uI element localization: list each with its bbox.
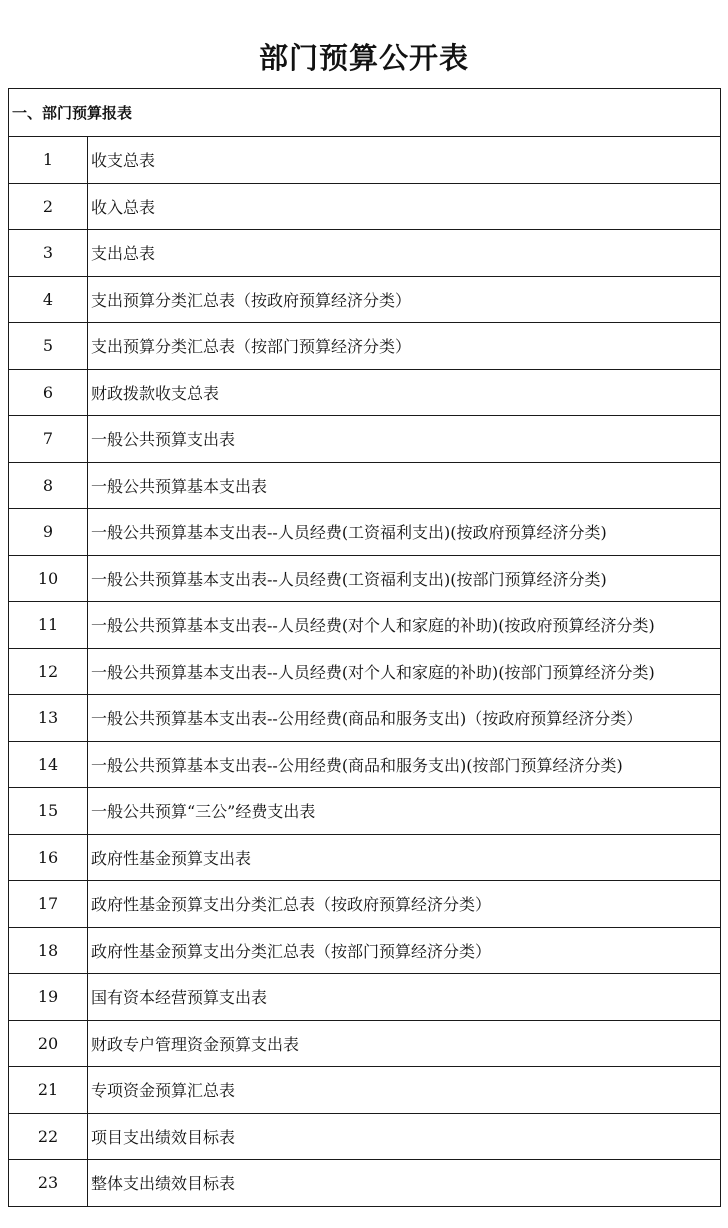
table-row [9, 834, 721, 881]
report-name: 一般公共预算基本支出表--公用经费(商品和服务支出)(按部门预算经济分类) [88, 741, 721, 788]
report-name: 政府性基金预算支出分类汇总表（按部门预算经济分类） [88, 927, 721, 974]
row-number: 4 [9, 276, 88, 323]
row-number: 2 [9, 183, 88, 230]
table-row [9, 1020, 721, 1067]
report-name: 支出预算分类汇总表（按政府预算经济分类） [88, 276, 721, 323]
section-header-row [9, 89, 721, 137]
report-name: 收支总表 [88, 137, 721, 184]
report-name: 整体支出绩效目标表 [88, 1160, 721, 1207]
report-name: 一般公共预算基本支出表--人员经费(对个人和家庭的补助)(按部门预算经济分类) [88, 648, 721, 695]
row-number: 21 [9, 1067, 88, 1114]
row-number: 8 [9, 462, 88, 509]
row-number: 6 [9, 369, 88, 416]
row-number: 19 [9, 974, 88, 1021]
table-row [9, 648, 721, 695]
report-name: 项目支出绩效目标表 [88, 1113, 721, 1160]
row-number: 1 [9, 137, 88, 184]
row-number: 16 [9, 834, 88, 881]
table-row [9, 276, 721, 323]
report-name: 收入总表 [88, 183, 721, 230]
row-number: 3 [9, 230, 88, 277]
report-name: 支出预算分类汇总表（按部门预算经济分类） [88, 323, 721, 370]
page-title: 部门预算公开表 [258, 41, 469, 75]
table-row [9, 509, 721, 556]
report-name: 一般公共预算基本支出表--人员经费(对个人和家庭的补助)(按政府预算经济分类) [88, 602, 721, 649]
table-row [9, 323, 721, 370]
report-name: 一般公共预算“三公”经费支出表 [88, 788, 721, 835]
report-name: 政府性基金预算支出分类汇总表（按政府预算经济分类） [88, 881, 721, 928]
table-row [9, 555, 721, 602]
table-row [9, 137, 721, 184]
table-row [9, 741, 721, 788]
table-row [9, 974, 721, 1021]
table-row [9, 416, 721, 463]
row-number: 10 [9, 555, 88, 602]
report-name: 一般公共预算基本支出表--公用经费(商品和服务支出)（按政府预算经济分类） [88, 695, 721, 742]
row-number: 20 [9, 1020, 88, 1067]
report-name: 一般公共预算基本支出表--人员经费(工资福利支出)(按部门预算经济分类) [88, 555, 721, 602]
table-row [9, 1160, 721, 1207]
row-number: 13 [9, 695, 88, 742]
row-number: 5 [9, 323, 88, 370]
report-name: 财政专户管理资金预算支出表 [88, 1020, 721, 1067]
table-row [9, 1113, 721, 1160]
report-name: 财政拨款收支总表 [88, 369, 721, 416]
row-number: 22 [9, 1113, 88, 1160]
row-number: 9 [9, 509, 88, 556]
row-number: 12 [9, 648, 88, 695]
row-number: 15 [9, 788, 88, 835]
row-number: 7 [9, 416, 88, 463]
row-number: 14 [9, 741, 88, 788]
report-name: 一般公共预算基本支出表--人员经费(工资福利支出)(按政府预算经济分类) [88, 509, 721, 556]
row-number: 23 [9, 1160, 88, 1207]
report-name: 专项资金预算汇总表 [88, 1067, 721, 1114]
section-title: 一、部门预算报表 [9, 89, 721, 137]
table-row [9, 927, 721, 974]
table-row [9, 881, 721, 928]
report-name: 政府性基金预算支出表 [88, 834, 721, 881]
table-row [9, 788, 721, 835]
row-number: 11 [9, 602, 88, 649]
report-name: 支出总表 [88, 230, 721, 277]
table-row [9, 462, 721, 509]
table-row [9, 695, 721, 742]
row-number: 18 [9, 927, 88, 974]
table-row [9, 602, 721, 649]
report-name: 一般公共预算基本支出表 [88, 462, 721, 509]
table-row [9, 369, 721, 416]
row-number: 17 [9, 881, 88, 928]
table-row [9, 230, 721, 277]
table-row [9, 1067, 721, 1114]
table-row [9, 183, 721, 230]
report-name: 国有资本经营预算支出表 [88, 974, 721, 1021]
report-name: 一般公共预算支出表 [88, 416, 721, 463]
budget-report-table [8, 88, 721, 1207]
